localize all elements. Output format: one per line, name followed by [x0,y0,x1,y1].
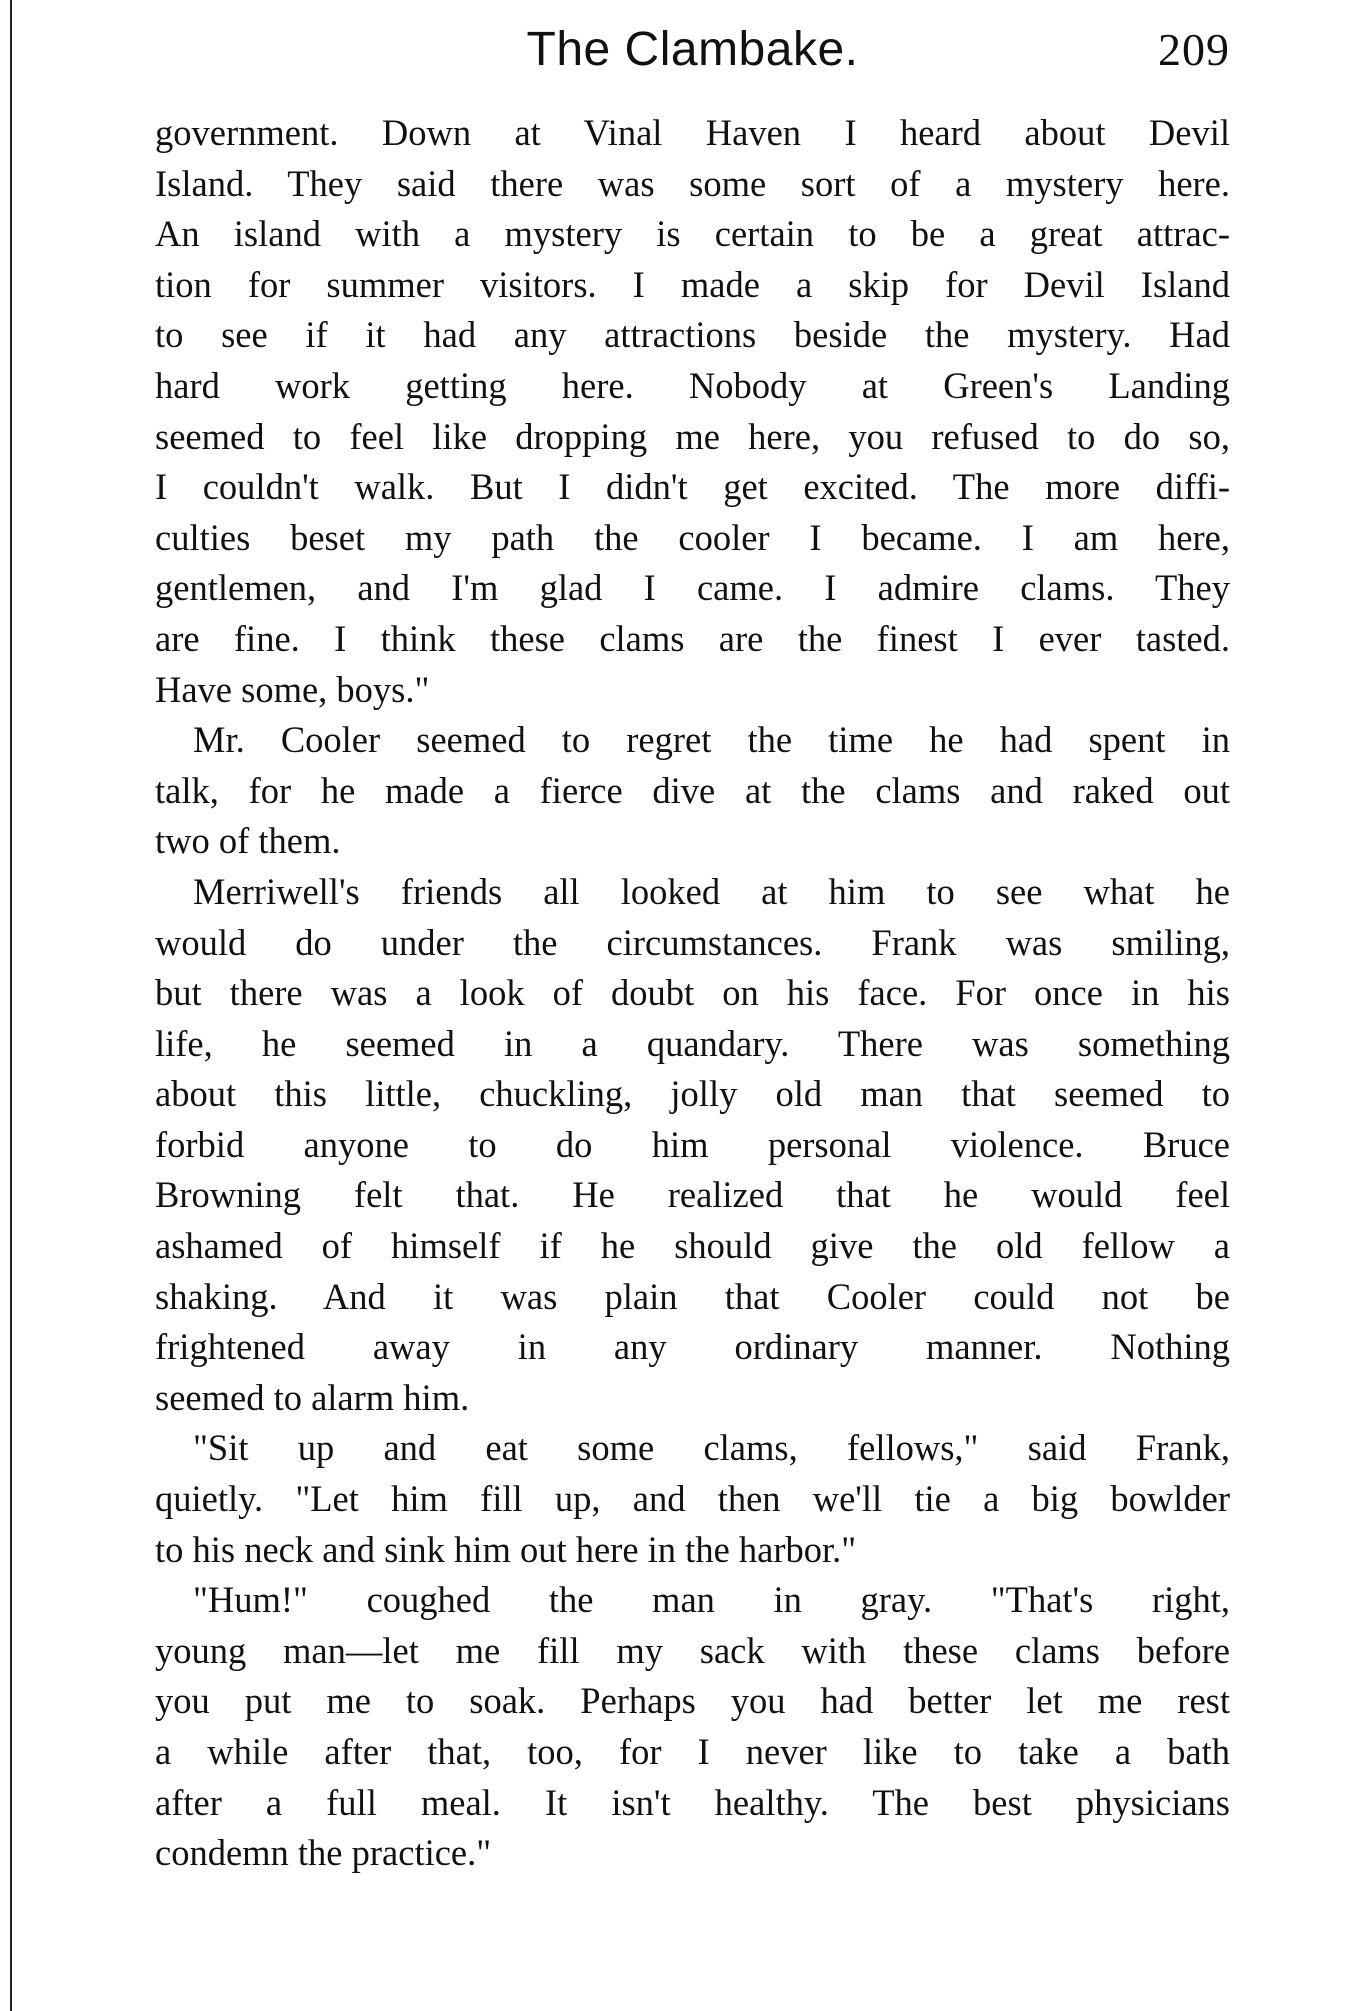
body-text [155,108,1230,1879]
text-line: about this little, chuckling, jolly old man that seemed to [155,1073,1230,1115]
paragraph-1 [155,108,1230,715]
paragraph-5 [155,1575,1230,1879]
text-line: a while after that, too, for I never like to take a bath [155,1731,1230,1772]
text-line: after a full meal. It isn't healthy. The best physicians [155,1781,1230,1823]
text-line: condemn the practice." [155,1832,492,1874]
text-line: seemed to alarm him. [155,1376,470,1418]
text-line: ashamed of himself if he should give the old fellow a [155,1225,1230,1267]
paragraph-3 [155,867,1230,1424]
page-number: 209 [1158,24,1230,75]
text-line: government. Down at Vinal Haven I heard about Devil [155,112,1230,153]
text-line: hard work getting here. Nobody at Green's Landing [155,364,1230,406]
text-line: quietly. "Let him fill up, and then we'll tie a big bowlder [155,1478,1230,1520]
text-line: "Hum!" coughed the man in gray. "That's right, [193,1579,1230,1621]
text-line: An island with a mystery is certain to be a great attrac- [155,213,1230,255]
text-line: talk, for he made a fierce dive at the clams and raked out [155,769,1230,811]
text-line: young man—let me fill my sack with these clams before [155,1629,1230,1671]
text-line: would do under the circumstances. Frank was smiling, [155,921,1230,963]
page-binding-edge [10,0,12,2011]
text-line: to see if it had any attractions beside the mystery. Had [155,314,1230,356]
text-line: are fine. I think these clams are the finest I ever tasted. [155,617,1230,659]
text-line: you put me to soak. Perhaps you had better let me rest [155,1680,1230,1722]
text-line: two of them. [155,820,341,862]
running-title: The Clambake. [526,23,859,76]
text-line: frightened away in any ordinary manner. Nothing [155,1326,1230,1368]
text-line: life, he seemed in a quandary. There was something [155,1022,1230,1064]
text-line: tion for summer visitors. I made a skip for Devil Island [155,263,1230,305]
text-line: forbid anyone to do him personal violence. Bruce [155,1123,1230,1165]
text-line: to his neck and sink him out here in the harbor." [155,1528,857,1570]
text-line: I couldn't walk. But I didn't get excited. The more diffi- [155,466,1230,508]
paragraph-2 [155,715,1230,867]
text-line: Mr. Cooler seemed to regret the time he had spent in [193,719,1230,761]
text-line: Merriwell's friends all looked at him to see what he [193,870,1230,912]
text-line: but there was a look of doubt on his face. For once in his [155,972,1230,1014]
text-line: seemed to feel like dropping me here, you refused to do so, [155,415,1230,457]
text-line: Browning felt that. He realized that he would feel [155,1174,1230,1216]
text-line: gentlemen, and I'm glad I came. I admire clams. They [155,567,1230,609]
text-line: Have some, boys." [155,668,430,710]
paragraph-4 [155,1423,1230,1575]
page-header [155,18,1230,88]
text-line: shaking. And it was plain that Cooler could not be [155,1275,1230,1317]
text-line: Island. They said there was some sort of a mystery here. [155,162,1230,204]
text-line: culties beset my path the cooler I became. I am here, [155,516,1230,558]
text-line: "Sit up and eat some clams, fellows," said Frank, [193,1427,1230,1469]
